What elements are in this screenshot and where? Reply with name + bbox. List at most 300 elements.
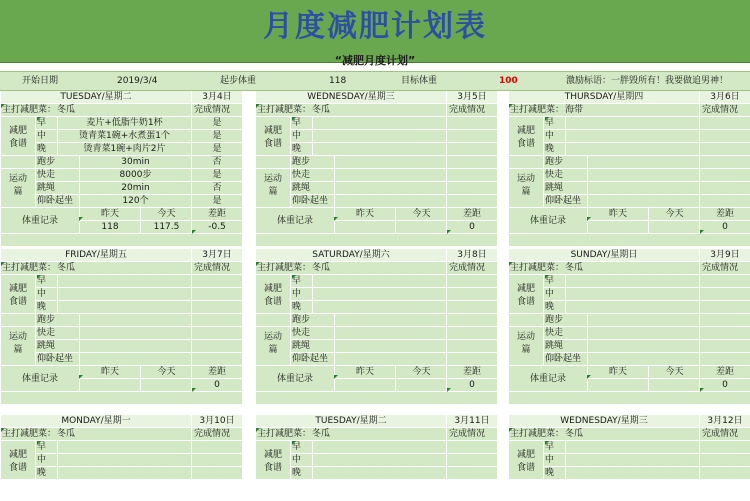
table-row: [509, 91, 750, 104]
sport-done-rope[interactable]: [192, 340, 242, 352]
sport-done-rope[interactable]: [700, 182, 750, 194]
meal-done-dinner[interactable]: [447, 301, 497, 313]
table-row: [509, 130, 750, 143]
weight-yesterday-header: 昨天: [608, 367, 627, 377]
cell-divider: [35, 117, 36, 129]
sport-label-rope: 跳绳: [37, 341, 56, 351]
sport-label-situps: 仰卧起坐: [37, 196, 74, 206]
main-dish-value[interactable]: 冬瓜: [565, 429, 584, 439]
weight-today-value[interactable]: [396, 379, 447, 391]
meal-plan-dinner[interactable]: [313, 143, 446, 155]
table-row: [256, 340, 497, 353]
meal-plan-breakfast[interactable]: [313, 441, 446, 453]
weight-diff-value[interactable]: 0: [214, 380, 220, 390]
diet-label-2: 食谱: [509, 462, 543, 474]
completion-header: 完成情况: [194, 429, 231, 439]
diet-label-2: 食谱: [1, 138, 35, 150]
meal-done-breakfast[interactable]: [192, 275, 242, 287]
sport-plan-rope[interactable]: 20min: [121, 183, 150, 193]
cell-divider: [35, 327, 36, 339]
day-date[interactable]: 3月11日: [454, 416, 490, 426]
cell-divider: [290, 143, 291, 155]
main-dish-label: 主打减肥菜：: [257, 429, 312, 439]
diet-label-2: 食谱: [256, 296, 290, 308]
sport-plan-rope[interactable]: [588, 182, 699, 194]
sport-label-walk: 快走: [545, 328, 564, 338]
meal-done-breakfast[interactable]: [447, 117, 497, 129]
table-row: [256, 156, 497, 169]
cell-divider: [543, 301, 544, 313]
comment-marker-icon: [256, 262, 260, 266]
info-row: [0, 71, 750, 91]
table-row: [509, 249, 750, 262]
sport-done-jog[interactable]: [700, 314, 750, 326]
weight-today-header: 今天: [665, 209, 684, 219]
sport-plan-jog[interactable]: [588, 314, 699, 326]
meal-done-breakfast[interactable]: [447, 275, 497, 287]
initial-weight-value[interactable]: 118: [329, 76, 347, 86]
meal-done-breakfast[interactable]: [447, 441, 497, 453]
weight-yesterday-header: 昨天: [100, 209, 119, 219]
table-row: [256, 104, 497, 117]
day-block: [1, 249, 242, 405]
weight-yesterday-value[interactable]: [588, 221, 648, 233]
day-date[interactable]: 3月7日: [202, 250, 232, 260]
table-row: [509, 454, 750, 467]
cell-divider: [35, 169, 36, 181]
cell-divider: [543, 454, 544, 466]
weight-diff-header: 差距: [715, 209, 734, 219]
completion-header: 完成情况: [194, 263, 231, 273]
meal-plan-dinner[interactable]: [313, 301, 446, 313]
sport-done-situps[interactable]: 是: [212, 196, 222, 206]
cell-divider: [543, 314, 544, 326]
day-name: WEDNESDAY/星期三: [307, 92, 395, 102]
weight-today-value[interactable]: [141, 379, 192, 391]
meal-done-lunch[interactable]: [447, 130, 497, 142]
comment-marker-icon: [192, 388, 196, 392]
meal-done-lunch[interactable]: 是: [212, 131, 222, 141]
main-dish-label: 主打减肥菜：: [510, 263, 565, 273]
sport-done-rope[interactable]: [447, 340, 497, 352]
meal-label-breakfast: 早: [37, 118, 47, 128]
day-name: SUNDAY/星期日: [570, 250, 638, 260]
comment-marker-icon: [545, 441, 549, 445]
day-date[interactable]: 3月12日: [707, 416, 743, 426]
sport-plan-rope[interactable]: [588, 340, 699, 352]
meal-plan-lunch[interactable]: [313, 454, 446, 466]
weight-diff-value[interactable]: 0: [469, 222, 475, 232]
weight-yesterday-header: 昨天: [355, 209, 374, 219]
main-dish-label: 主打减肥菜：: [510, 105, 565, 115]
weight-yesterday-header: 昨天: [608, 209, 627, 219]
cell-divider: [543, 169, 544, 181]
table-row: [1, 301, 242, 314]
day-block: [509, 91, 750, 247]
day-block: [509, 415, 750, 480]
weight-diff-value[interactable]: 0: [722, 222, 728, 232]
weight-yesterday-value[interactable]: [588, 379, 648, 391]
sport-done-walk[interactable]: [700, 327, 750, 339]
meal-done-lunch[interactable]: [447, 288, 497, 300]
target-weight-label: 目标体重: [401, 76, 438, 86]
weight-diff-value[interactable]: 0: [722, 380, 728, 390]
sport-done-situps[interactable]: [447, 353, 497, 365]
meal-done-lunch[interactable]: [700, 454, 750, 466]
start-date-value[interactable]: 2019/3/4: [117, 76, 158, 86]
cell-divider: [290, 275, 291, 287]
sport-done-rope[interactable]: [700, 340, 750, 352]
weight-today-value[interactable]: [649, 379, 700, 391]
sport-plan-rope[interactable]: [335, 340, 446, 352]
table-row: [256, 428, 497, 441]
target-weight-value[interactable]: 100: [499, 76, 518, 86]
comment-marker-icon: [447, 388, 451, 392]
meal-plan-lunch[interactable]: [566, 454, 699, 466]
meal-done-breakfast[interactable]: [700, 117, 750, 129]
meal-label-breakfast: 早: [37, 442, 47, 452]
meal-plan-lunch[interactable]: [566, 130, 699, 142]
meal-done-dinner[interactable]: 是: [212, 144, 222, 154]
comment-marker-icon: [700, 388, 704, 392]
cell-divider: [35, 182, 36, 194]
meal-done-lunch[interactable]: [700, 130, 750, 142]
day-block: [509, 249, 750, 405]
day-date[interactable]: 3月8日: [457, 250, 487, 260]
day-block: [1, 415, 242, 480]
sport-done-jog[interactable]: [447, 314, 497, 326]
sport-label-1: 运动: [1, 331, 35, 343]
cell-divider: [543, 441, 544, 453]
cell-divider: [290, 169, 291, 181]
sport-plan-situps[interactable]: 120个: [122, 196, 149, 206]
weight-diff-value[interactable]: 0: [469, 380, 475, 390]
weight-today-header: 今天: [412, 367, 431, 377]
sport-done-rope[interactable]: [447, 182, 497, 194]
meal-label-dinner: 晚: [545, 144, 555, 154]
meal-plan-breakfast[interactable]: [566, 441, 699, 453]
sport-label-jog: 跑步: [545, 157, 564, 167]
comment-marker-icon: [334, 217, 338, 221]
meal-done-dinner[interactable]: [447, 467, 497, 479]
sport-label-2: 篇: [256, 186, 290, 198]
sport-done-walk[interactable]: 是: [212, 170, 222, 180]
table-row: [1, 169, 242, 182]
sport-done-situps[interactable]: [700, 195, 750, 207]
table-row: [1, 195, 242, 208]
sport-label-situps: 仰卧起坐: [292, 196, 329, 206]
sport-plan-rope[interactable]: [335, 182, 446, 194]
table-row: [256, 288, 497, 301]
table-row: [509, 143, 750, 156]
meal-plan-dinner[interactable]: [313, 467, 446, 479]
cell-divider: [446, 104, 447, 116]
meal-plan-breakfast[interactable]: [313, 275, 446, 287]
weight-record-label: 体重记录: [256, 373, 334, 385]
weight-yesterday-value[interactable]: [335, 221, 395, 233]
sport-label-rope: 跳绳: [37, 183, 56, 193]
sport-plan-situps[interactable]: [80, 353, 191, 365]
sport-label-1: 运动: [256, 331, 290, 343]
meal-plan-lunch[interactable]: [313, 130, 446, 142]
sport-plan-walk[interactable]: [335, 327, 446, 339]
sport-done-walk[interactable]: [192, 327, 242, 339]
sport-plan-jog[interactable]: [335, 156, 446, 168]
table-row: [1, 182, 242, 195]
main-dish-label: 主打减肥菜：: [257, 263, 312, 273]
comment-marker-icon: [1, 262, 5, 266]
sport-plan-jog[interactable]: [588, 156, 699, 168]
sport-done-situps[interactable]: [700, 353, 750, 365]
weight-yesterday-value[interactable]: [80, 379, 140, 391]
table-row: [509, 340, 750, 353]
meal-label-breakfast: 早: [292, 442, 302, 452]
meal-label-lunch: 中: [292, 455, 302, 465]
sport-plan-jog[interactable]: [80, 314, 191, 326]
sport-label-jog: 跑步: [37, 315, 56, 325]
diet-label-2: 食谱: [256, 462, 290, 474]
meal-plan-dinner[interactable]: [566, 143, 699, 155]
cell-divider: [699, 262, 700, 274]
day-date[interactable]: 3月5日: [457, 92, 487, 102]
cell-divider: [290, 454, 291, 466]
day-name: TUESDAY/星期二: [315, 416, 387, 426]
table-row: [509, 415, 750, 428]
meal-plan-breakfast[interactable]: [313, 117, 446, 129]
completion-header: 完成情况: [449, 263, 486, 273]
table-row: [509, 104, 750, 117]
meal-done-dinner[interactable]: [192, 467, 242, 479]
sport-plan-walk[interactable]: 8000步: [119, 170, 152, 180]
sport-plan-situps[interactable]: [588, 353, 699, 365]
cell-divider: [290, 353, 291, 365]
diet-label-1: 减肥: [256, 283, 290, 295]
meal-label-breakfast: 早: [545, 118, 555, 128]
cell-divider: [35, 314, 36, 326]
weight-today-header: 今天: [157, 367, 176, 377]
meal-done-lunch[interactable]: [700, 288, 750, 300]
table-row: [256, 454, 497, 467]
meal-plan-dinner[interactable]: [58, 467, 191, 479]
diet-label-2: 食谱: [256, 138, 290, 150]
sport-plan-walk[interactable]: [588, 169, 699, 181]
sport-plan-situps[interactable]: [588, 195, 699, 207]
main-dish-label: 主打减肥菜：: [510, 429, 565, 439]
meal-plan-breakfast[interactable]: 麦片+低脂牛奶1杯: [86, 118, 163, 128]
cell-divider: [290, 327, 291, 339]
weight-today-value[interactable]: [649, 221, 700, 233]
sport-done-walk[interactable]: [447, 169, 497, 181]
cell-divider: [290, 156, 291, 168]
meal-done-dinner[interactable]: [700, 301, 750, 313]
meal-done-dinner[interactable]: [700, 467, 750, 479]
meal-plan-lunch[interactable]: 烫青菜1碗+水煮蛋1个: [79, 131, 170, 141]
day-name: THURSDAY/星期四: [564, 92, 644, 102]
day-date[interactable]: 3月10日: [199, 416, 235, 426]
sport-plan-jog[interactable]: 30min: [121, 157, 150, 167]
weight-diff-header: 差距: [462, 367, 481, 377]
diet-label-1: 减肥: [256, 125, 290, 137]
main-dish-value[interactable]: 冬瓜: [57, 429, 76, 439]
weight-today-header: 今天: [157, 209, 176, 219]
day-name: WEDNESDAY/星期三: [560, 416, 648, 426]
meal-plan-breakfast[interactable]: [566, 117, 699, 129]
table-row: [509, 301, 750, 314]
table-row: [256, 143, 497, 156]
meal-label-breakfast: 早: [545, 442, 555, 452]
main-dish-label: 主打减肥菜：: [2, 429, 57, 439]
meal-plan-dinner[interactable]: [566, 467, 699, 479]
meal-plan-lunch[interactable]: [566, 288, 699, 300]
day-date[interactable]: 3月4日: [202, 92, 232, 102]
comment-marker-icon: [545, 275, 549, 279]
meal-done-breakfast[interactable]: 是: [212, 118, 222, 128]
sport-label-situps: 仰卧起坐: [545, 196, 582, 206]
weight-diff-value[interactable]: -0.5: [208, 222, 226, 232]
sport-plan-walk[interactable]: [588, 327, 699, 339]
comment-marker-icon: [700, 230, 704, 234]
weight-yesterday-value[interactable]: [335, 379, 395, 391]
table-row: [509, 156, 750, 169]
start-date-label: 开始日期: [22, 76, 59, 86]
day-date[interactable]: 3月9日: [710, 250, 740, 260]
sport-done-rope[interactable]: 否: [212, 183, 222, 193]
sport-done-walk[interactable]: [700, 169, 750, 181]
comment-marker-icon: [192, 230, 196, 234]
cell-divider: [699, 104, 700, 116]
sport-label-situps: 仰卧起坐: [545, 354, 582, 364]
meal-plan-dinner[interactable]: [566, 301, 699, 313]
meal-done-lunch[interactable]: [192, 288, 242, 300]
table-row: [509, 169, 750, 182]
main-dish-value[interactable]: 冬瓜: [57, 105, 76, 115]
sport-done-jog[interactable]: [447, 156, 497, 168]
meal-label-lunch: 中: [545, 455, 555, 465]
cell-divider: [543, 340, 544, 352]
motto-text: 激励标语：一胖毁所有！我要做追男神！: [566, 76, 729, 86]
main-dish-value[interactable]: 海带: [565, 105, 584, 115]
sport-done-walk[interactable]: [447, 327, 497, 339]
day-name: TUESDAY/星期二: [60, 92, 132, 102]
main-dish-value[interactable]: 冬瓜: [57, 263, 76, 273]
day-block: [256, 415, 497, 480]
diet-label-2: 食谱: [509, 296, 543, 308]
sport-done-jog[interactable]: [192, 314, 242, 326]
completion-header: 完成情况: [194, 105, 231, 115]
sport-done-situps[interactable]: [447, 195, 497, 207]
meal-done-lunch[interactable]: [447, 454, 497, 466]
comment-marker-icon: [587, 375, 591, 379]
meal-label-breakfast: 早: [545, 276, 555, 286]
meal-plan-breakfast[interactable]: [58, 275, 191, 287]
cell-divider: [191, 104, 192, 116]
table-row: [1, 314, 242, 327]
day-date[interactable]: 3月6日: [710, 92, 740, 102]
meal-plan-breakfast[interactable]: [58, 441, 191, 453]
sport-plan-jog[interactable]: [335, 314, 446, 326]
sport-plan-walk[interactable]: [80, 327, 191, 339]
diet-label-1: 减肥: [509, 449, 543, 461]
sport-plan-situps[interactable]: [335, 195, 446, 207]
sport-plan-walk[interactable]: [335, 169, 446, 181]
meal-done-dinner[interactable]: [700, 143, 750, 155]
cell-divider: [35, 130, 36, 142]
sport-done-jog[interactable]: [700, 156, 750, 168]
meal-done-lunch[interactable]: [192, 454, 242, 466]
comment-marker-icon: [37, 117, 41, 121]
sport-label-walk: 快走: [37, 328, 56, 338]
day-name: SATURDAY/星期六: [312, 250, 390, 260]
meal-plan-dinner[interactable]: 烫青菜1碗+肉片2片: [83, 144, 166, 154]
title-band: [0, 0, 750, 67]
sport-plan-rope[interactable]: [80, 340, 191, 352]
meal-plan-lunch[interactable]: [58, 454, 191, 466]
cell-divider: [543, 327, 544, 339]
meal-done-breakfast[interactable]: [700, 441, 750, 453]
table-row: [509, 353, 750, 366]
comment-marker-icon: [256, 428, 260, 432]
weight-today-value[interactable]: 117.5: [153, 222, 180, 232]
cell-divider: [35, 441, 36, 453]
sport-label-2: 篇: [256, 344, 290, 356]
sport-label-situps: 仰卧起坐: [292, 354, 329, 364]
weight-yesterday-header: 昨天: [100, 367, 119, 377]
sport-plan-situps[interactable]: [335, 353, 446, 365]
sport-label-rope: 跳绳: [545, 341, 564, 351]
table-row: [1, 467, 242, 480]
cell-divider: [543, 467, 544, 479]
sport-label-walk: 快走: [292, 328, 311, 338]
meal-plan-lunch[interactable]: [58, 288, 191, 300]
cell-divider: [543, 130, 544, 142]
sport-label-jog: 跑步: [292, 157, 311, 167]
comment-marker-icon: [79, 217, 83, 221]
cell-divider: [290, 117, 291, 129]
table-row: [1, 327, 242, 340]
comment-marker-icon: [37, 275, 41, 279]
diet-label-2: 食谱: [1, 296, 35, 308]
initial-weight-label: 起步体重: [220, 76, 257, 86]
cell-divider: [543, 182, 544, 194]
meal-done-breakfast[interactable]: [192, 441, 242, 453]
meal-done-breakfast[interactable]: [700, 275, 750, 287]
sport-label-walk: 快走: [37, 170, 56, 180]
cell-divider: [35, 156, 36, 168]
diet-label-1: 减肥: [1, 283, 35, 295]
main-dish-label: 主打减肥菜：: [2, 263, 57, 273]
meal-done-dinner[interactable]: [447, 143, 497, 155]
main-dish-label: 主打减肥菜：: [2, 105, 57, 115]
main-dish-value[interactable]: 冬瓜: [312, 429, 331, 439]
table-row: [256, 169, 497, 182]
sport-label-1: 运动: [256, 173, 290, 185]
table-row: [256, 314, 497, 327]
main-dish-value[interactable]: 冬瓜: [312, 263, 331, 273]
main-dish-value[interactable]: 冬瓜: [312, 105, 331, 115]
meal-done-dinner[interactable]: [192, 301, 242, 313]
comment-marker-icon: [545, 117, 549, 121]
meal-label-dinner: 晚: [37, 144, 47, 154]
weight-today-value[interactable]: [396, 221, 447, 233]
sport-done-situps[interactable]: [192, 353, 242, 365]
meal-plan-dinner[interactable]: [58, 301, 191, 313]
sport-done-jog[interactable]: 否: [212, 157, 222, 167]
weight-yesterday-value[interactable]: 118: [101, 222, 119, 232]
meal-plan-lunch[interactable]: [313, 288, 446, 300]
main-dish-value[interactable]: 冬瓜: [565, 263, 584, 273]
completion-header: 完成情况: [702, 429, 739, 439]
meal-plan-breakfast[interactable]: [566, 275, 699, 287]
